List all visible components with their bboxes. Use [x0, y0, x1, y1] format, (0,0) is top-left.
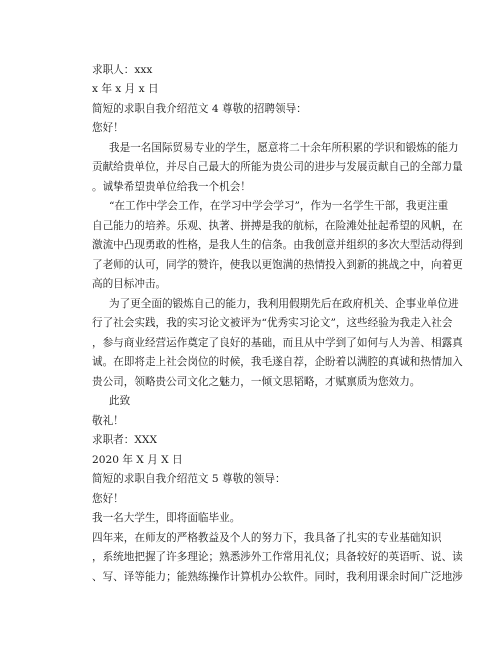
paragraph-line: 贡献给贵单位，并尽自己最大的所能为贵公司的进步与发展贡献自己的全部力量 — [92, 161, 463, 173]
paragraph-line: 自己能力的培养。乐观、执著、拼搏是我的航标，在险滩处扯起希望的风帆，在 — [92, 220, 463, 232]
paragraph-line: 为了更全面的锻炼自己的能力，我利用假期先后在政府机关、企事业单位进 — [109, 298, 459, 310]
paragraph-line: 了老师的认可，同学的赞许，使我以更饱满的热情投入到新的挑战之中，向着更 — [92, 259, 463, 271]
paragraph-line: 我一名大学生，即将面临毕业。 — [92, 512, 241, 524]
section-heading-5: 简短的求职自我介绍范文 5 尊敬的领导： — [92, 473, 286, 485]
paragraph-line: 行了社会实践，我的实习论文被评为“优秀实习论文”，这些经验为我走入社会 — [92, 317, 453, 329]
closing-jingli: 敬礼！ — [92, 415, 124, 427]
paragraph-line: 。诚挚希望贵单位给我一个机会！ — [92, 181, 251, 193]
paragraph-line: “在工作中学会工作，在学习中学会学习”，作为一名学生干部，我更注重 — [109, 200, 449, 212]
paragraph-line: 高的目标冲击。 — [92, 278, 167, 290]
paragraph-line: 我是一名国际贸易专业的学生，愿意将二十余年所积累的学识和锻炼的能力 — [109, 142, 459, 154]
paragraph-line: 贵公司，领略贵公司文化之魅力，一倾文思韬略，才赋禀质为您效力。 — [92, 376, 421, 388]
paragraph-line: ，系统地把握了许多理论；熟悉涉外工作常用礼仪；具备较好的英语听、说、读 — [92, 551, 463, 563]
paragraph-line: 激流中凸现勇敢的性格，是我人生的信条。由我创意并组织的多次大型活动得到 — [92, 239, 463, 251]
applicant-line: 求职人：xxx — [92, 64, 153, 76]
section-heading-4: 简短的求职自我介绍范文 4 尊敬的招聘领导： — [92, 103, 307, 115]
paragraph-line: ，参与商业经营运作奠定了良好的基础，而且从中学到了如何与人为善、相露真 — [92, 337, 463, 349]
paragraph-line: 诚。在即将走上社会岗位的时候，我毛遂自荐，企盼着以满腔的真诚和热情加入 — [92, 356, 463, 368]
greeting: 您好！ — [92, 493, 124, 505]
paragraph-line: 四年来，在师友的严格教益及个人的努力下，我具备了扎实的专业基础知识 — [92, 532, 442, 544]
closing-cizhi: 此致 — [109, 395, 131, 407]
paragraph-line: 、写、译等能力；能熟练操作计算机办公软件。同时，我利用课余时间广泛地涉 — [92, 571, 463, 583]
date-line: x 年 x 月 x 日 — [92, 83, 159, 95]
date-line: 2020 年 X 月 X 日 — [92, 454, 183, 466]
applicant-line: 求职者：XXX — [92, 434, 158, 446]
greeting: 您好！ — [92, 122, 124, 134]
